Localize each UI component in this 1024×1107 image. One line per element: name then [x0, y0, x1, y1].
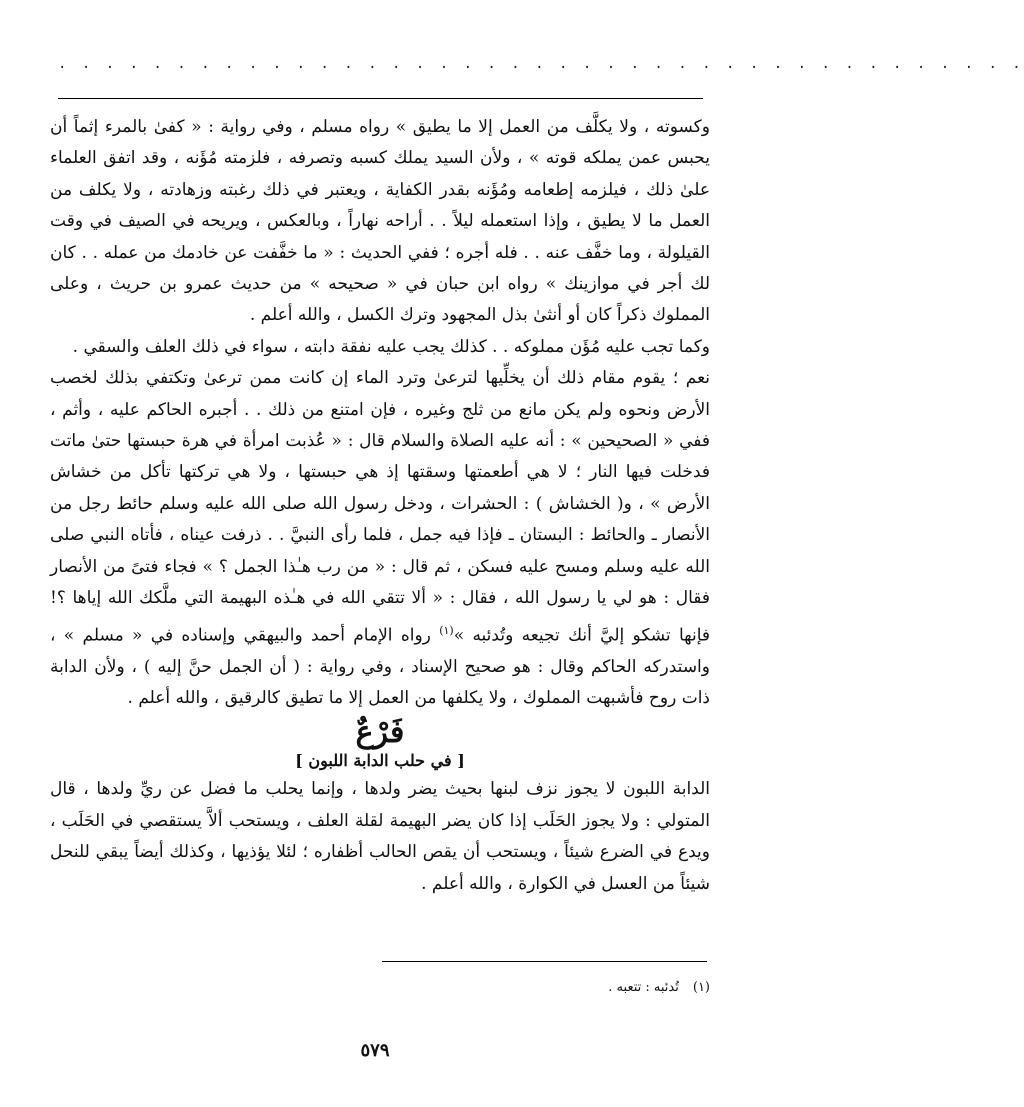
paragraph-4: الدابة اللبون لا يجوز نزف لبنها بحيث يضر ولدها ، وإنما يحلب ما فضل عن ريِّ ولدها ، قال المتولي : ولا يجوز الحَلَب إذا كان يضر البهيمة لقلة العلف ، ويستحب ألاَّ يستقصي في الحَلَب ، ويدع في الضرع شيئاً ، ويستحب أن يقص الحالب أظفاره ؛ لئلا يؤذيها ، وكذلك أيضاً يبقي للنحل شيئاً من العسل في الكوارة ، والله أعلم . — [50, 779, 710, 894]
main-text — [50, 112, 710, 900]
paragraph-3 — [50, 363, 710, 714]
paragraph-3-text-a: نعم ؛ يقوم مقام ذلك أن يخلِّيها لترعىٰ وترد الماء إن كانت ممن ترعىٰ وتكتفي بذلك لخصب الأرض ونحوه ولم يكن مانع من ثلج وغيره ، فإن امتنع من ذلك . . أجبره الحاكم عليه ، وأثم ، ففي « الصحيحين » : أنه عليه الصلاة والسلام قال : « عُذبت امرأة في هرة حبستها حتىٰ ماتت فدخلت فيها النار ؛ لا هي أطعمتها وسقتها إذ هي حبستها ، ولا هي تركتها تأكل من خشاش الأرض » ، و( الخشاش ) : الحشرات ، ودخل رسول الله صلى الله عليه وسلم حائط رجل من الأنصار ـ والحائط : البستان ـ فإذا فيه جمل ، فلما رأى النبيَّ . . ذرفت عيناه ، فأتاه النبي صلى الله عليه وسلم ومسح عليه فسكن ، ثم قال : « من رب هـٰذا الجمل ؟ » فجاء فتىً من الأنصار فقال : هو لي يا رسول الله ، فقال : « ألا تتقي الله في هـٰذه البهيمة التي ملَّكك الله إياها ؟! فإنها تشكو إليَّ أنك تجيعه وتُدئبه » — [50, 368, 710, 646]
footnote — [210, 978, 710, 998]
footnote-text: تُدئبه : تتعبه . — [608, 980, 679, 995]
page-number: ٥٧٩ — [360, 1040, 390, 1061]
section-title: [ في حلب الدابة اللبون ] — [295, 751, 465, 771]
footnote-rule — [382, 961, 707, 962]
footnote-number: (١) — [692, 980, 710, 995]
footnote-reference: (١) — [439, 623, 454, 637]
paragraph-1: وكسوته ، ولا يكلَّف من العمل إلا ما يطيق » رواه مسلم ، وفي رواية : « كفىٰ بالمرء إثماً أن يحبس عمن يملكه قوته » ، ولأن السيد يملك كسبه وتصرفه ، فلزمته مُؤَنه ، وقد اتفق العلماء علىٰ ذلك ، فيلزمه إطعامه ومُؤَنه بقدر الكفاية ، ويعتبر في ذلك رغبته وزهادته ، ولا يكلف من العمل ما لا يطيق ، وإذا استعمله ليلاً . . أراحه نهاراً ، وبالعكس ، ويريحه في الصيف في وقت القيلولة ، وما خفَّف عنه . . فله أجره ؛ ففي الحديث : « ما خفَّفت عن خادمك من عمله . . كان لك أجر في موازينك » رواه ابن حبان في « صحيحه » من حديث عمرو بن حريث ، وعلى المملوك ذكراً كان أو أنثىٰ بذل المجهود وترك الكسل ، والله أعلم . — [50, 117, 710, 326]
section-heading: فَرْعٌ — [355, 715, 405, 751]
header-rule — [58, 98, 703, 99]
header-dotted-line: · · · · · · · · · · · · · · · · · · · · · · · · · · · · · · · · · · · · · · · · · — [58, 60, 1024, 76]
paragraph-2: وكما تجب عليه مُؤَن مملوكه . . كذلك يجب عليه نفقة دابته ، سواء في ذلك العلف والسقي . — [72, 336, 710, 357]
paragraph-3-text-b: رواه الإمام أحمد والبيهقي وإسناده في « مسلم » ، واستدركه الحاكم وقال : هو صحيح الإسناد ، وفي رواية : ( أن الجمل حنَّ إليه ) ، ولأن الدابة ذات روح فأشبهت المملوك ، ولا يكلفها من العمل إلا ما تطيق كالرقيق ، والله أعلم . — [50, 625, 710, 708]
